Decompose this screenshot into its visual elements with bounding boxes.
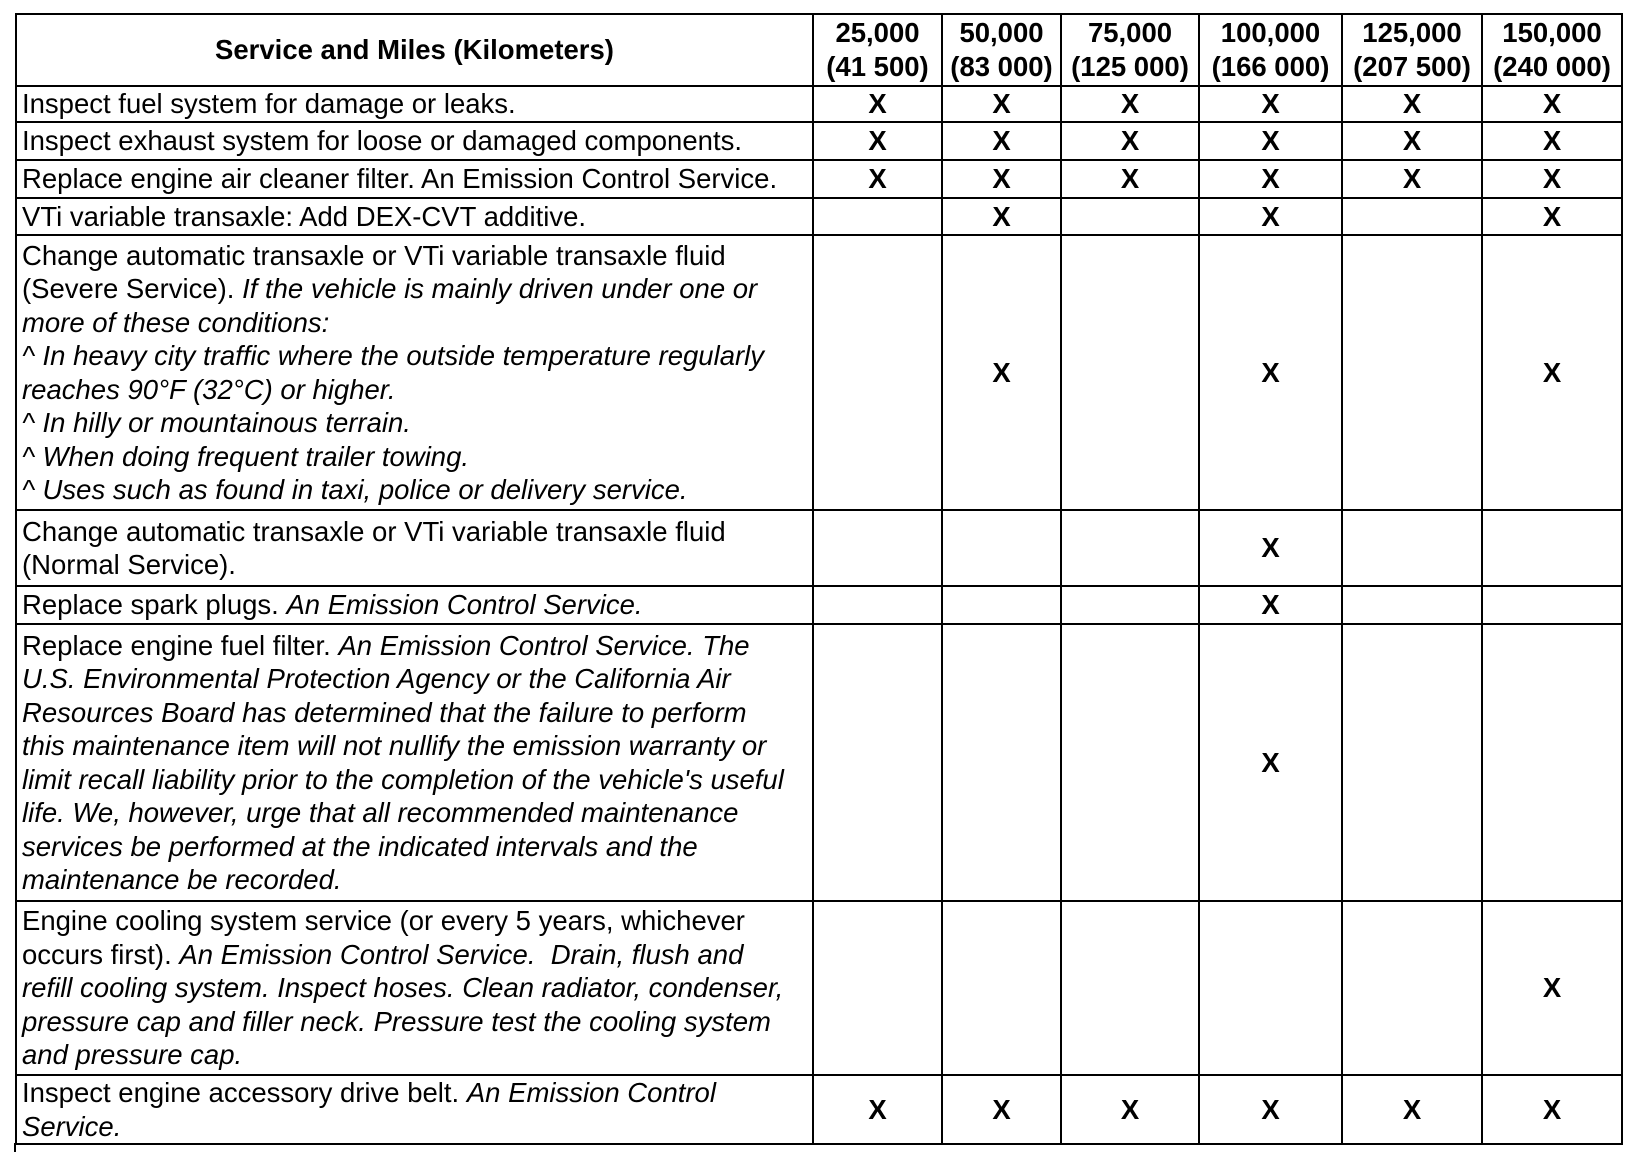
interval-mark bbox=[1061, 235, 1199, 510]
description-note: pressure cap and filler neck. Pressure test the cooling system bbox=[22, 1005, 771, 1037]
description-line bbox=[22, 1110, 812, 1144]
description-note: more of these conditions: bbox=[22, 306, 330, 338]
service-description bbox=[16, 1075, 813, 1144]
interval-mark bbox=[813, 586, 942, 624]
interval-mark: X bbox=[1199, 586, 1342, 624]
interval-mark: X bbox=[1061, 1075, 1199, 1144]
interval-mark: X bbox=[1482, 198, 1622, 235]
service-description bbox=[16, 624, 813, 901]
interval-mark: X bbox=[1482, 122, 1622, 160]
description-text: Inspect engine accessory drive belt. bbox=[22, 1077, 467, 1108]
interval-mark bbox=[1342, 901, 1482, 1075]
interval-mark bbox=[1342, 624, 1482, 901]
interval-mark bbox=[813, 901, 942, 1075]
description-note: U.S. Environmental Protection Agency or the California Air bbox=[22, 663, 731, 694]
description-line bbox=[22, 272, 812, 306]
description-line bbox=[22, 162, 812, 196]
interval-mark: X bbox=[813, 122, 942, 160]
interval-mark bbox=[1342, 510, 1482, 586]
description-note: An Emission Control Service. bbox=[286, 589, 643, 621]
description-line bbox=[22, 863, 812, 897]
interval-miles: 125,000 bbox=[1362, 17, 1462, 48]
interval-mark: X bbox=[1482, 901, 1622, 1075]
interval-mark: X bbox=[1199, 160, 1342, 198]
interval-mark bbox=[1482, 586, 1622, 624]
description-line bbox=[22, 588, 812, 622]
interval-miles: 50,000 bbox=[959, 17, 1044, 48]
interval-mark bbox=[1482, 510, 1622, 586]
description-line bbox=[22, 515, 812, 549]
interval-mark: X bbox=[1199, 235, 1342, 510]
interval-mark: X bbox=[1482, 160, 1622, 198]
schedule-row bbox=[16, 86, 1622, 122]
description-line bbox=[22, 629, 812, 663]
description-text: Inspect exhaust system for loose or damaged components. bbox=[22, 125, 742, 157]
description-line bbox=[22, 904, 812, 938]
description-note: Service. bbox=[22, 1110, 122, 1142]
schedule-row bbox=[16, 160, 1622, 198]
description-line bbox=[22, 406, 812, 440]
interval-mark: X bbox=[813, 1075, 942, 1144]
schedule-row bbox=[16, 235, 1622, 510]
description-note: maintenance be recorded. bbox=[22, 864, 342, 895]
interval-mark bbox=[1061, 624, 1199, 901]
interval-miles: 75,000 bbox=[1087, 17, 1173, 48]
interval-mark bbox=[1342, 235, 1482, 510]
description-note: life. We, however, urge that all recommended maintenance bbox=[22, 797, 739, 828]
description-note: limit recall liability prior to the completion of the vehicle's useful bbox=[22, 763, 784, 795]
interval-header-100000 bbox=[1199, 14, 1342, 86]
interval-mark: X bbox=[1199, 624, 1342, 901]
interval-mark bbox=[942, 901, 1061, 1075]
description-note: this maintenance item will not nullify the emission warranty or bbox=[22, 730, 767, 761]
interval-mark bbox=[1061, 901, 1199, 1075]
header-row bbox=[16, 14, 1622, 86]
interval-mark: X bbox=[1061, 160, 1199, 198]
description-line bbox=[22, 830, 812, 864]
description-line bbox=[22, 339, 812, 373]
maintenance-schedule-table bbox=[15, 13, 1623, 1145]
interval-km: (83 000) bbox=[950, 51, 1053, 82]
description-text: Change automatic transaxle or VTi variable transaxle fluid bbox=[22, 515, 726, 547]
service-description bbox=[16, 160, 813, 198]
interval-mark bbox=[1199, 901, 1342, 1075]
interval-mark bbox=[813, 624, 942, 901]
description-note: If the vehicle is mainly driven under one or bbox=[242, 273, 758, 304]
interval-mark: X bbox=[1342, 86, 1482, 122]
description-text: VTi variable transaxle: Add DEX-CVT additive. bbox=[22, 200, 587, 232]
description-note: ^ Uses such as found in taxi, police or delivery service. bbox=[22, 474, 688, 505]
interval-km: (240 000) bbox=[1493, 51, 1611, 82]
interval-mark: X bbox=[1482, 235, 1622, 510]
description-text: Replace spark plugs. bbox=[22, 589, 287, 621]
schedule-row bbox=[16, 510, 1622, 586]
description-note: An Emission Control Service. The bbox=[338, 629, 750, 661]
description-note: An Emission Control Service. Drain, flush and bbox=[179, 938, 744, 970]
schedule-row bbox=[16, 624, 1622, 901]
interval-km: (41 500) bbox=[826, 51, 929, 82]
schedule-row bbox=[16, 198, 1622, 235]
interval-mark bbox=[942, 624, 1061, 901]
interval-mark: X bbox=[1342, 160, 1482, 198]
interval-mark: X bbox=[1061, 122, 1199, 160]
interval-mark: X bbox=[1199, 122, 1342, 160]
description-line bbox=[22, 87, 812, 121]
service-column-header: Service and Miles (Kilometers) bbox=[16, 14, 813, 86]
interval-mark bbox=[1061, 510, 1199, 586]
service-description bbox=[16, 198, 813, 235]
interval-mark bbox=[813, 510, 942, 586]
interval-mark: X bbox=[1061, 86, 1199, 122]
description-note: refill cooling system. Inspect hoses. Clean radiator, condenser, bbox=[22, 972, 784, 1004]
schedule-row bbox=[16, 586, 1622, 624]
description-note: ^ In heavy city traffic where the outside temperature regularly bbox=[22, 340, 765, 371]
service-description bbox=[16, 235, 813, 510]
description-line bbox=[22, 200, 812, 234]
description-line bbox=[22, 1005, 812, 1039]
interval-mark bbox=[1342, 198, 1482, 235]
interval-header-75000 bbox=[1061, 14, 1199, 86]
service-description bbox=[16, 586, 813, 624]
description-text: (Normal Service). bbox=[22, 549, 236, 580]
interval-mark: X bbox=[1342, 1075, 1482, 1144]
description-line bbox=[22, 763, 812, 797]
interval-mark: X bbox=[1199, 198, 1342, 235]
interval-mark bbox=[1061, 586, 1199, 624]
description-line bbox=[22, 696, 812, 730]
description-line bbox=[22, 473, 812, 507]
interval-mark bbox=[1061, 198, 1199, 235]
interval-mark: X bbox=[942, 1075, 1061, 1144]
interval-header-50000 bbox=[942, 14, 1061, 86]
interval-mark bbox=[1342, 586, 1482, 624]
description-line bbox=[22, 971, 812, 1005]
description-text: Replace engine air cleaner filter. An Emission Control Service. bbox=[22, 163, 778, 195]
interval-miles: 150,000 bbox=[1502, 17, 1602, 48]
schedule-row bbox=[16, 1075, 1622, 1144]
interval-mark bbox=[1482, 624, 1622, 901]
description-note: reaches 90°F (32°C) or higher. bbox=[22, 373, 396, 405]
description-note: Resources Board has determined that the failure to perform bbox=[22, 696, 747, 728]
interval-mark: X bbox=[813, 86, 942, 122]
schedule-row bbox=[16, 901, 1622, 1075]
description-line bbox=[22, 938, 812, 972]
interval-mark: X bbox=[942, 160, 1061, 198]
interval-mark: X bbox=[1199, 510, 1342, 586]
description-text: Inspect fuel system for damage or leaks. bbox=[22, 88, 516, 120]
interval-km: (125 000) bbox=[1071, 51, 1189, 82]
description-line bbox=[22, 239, 812, 273]
description-text: Change automatic transaxle or VTi variable transaxle fluid bbox=[22, 239, 726, 271]
description-line bbox=[22, 729, 812, 763]
description-line bbox=[22, 306, 812, 340]
service-description bbox=[16, 901, 813, 1075]
interval-header-150000 bbox=[1482, 14, 1622, 86]
description-line bbox=[22, 796, 812, 830]
interval-mark: X bbox=[813, 160, 942, 198]
description-note: ^ When doing frequent trailer towing. bbox=[22, 440, 470, 472]
interval-mark bbox=[942, 510, 1061, 586]
table-continuation-border bbox=[14, 1143, 16, 1152]
description-line bbox=[22, 124, 812, 158]
interval-mark: X bbox=[1199, 86, 1342, 122]
interval-mark bbox=[813, 235, 942, 510]
interval-header-125000 bbox=[1342, 14, 1482, 86]
description-note: An Emission Control bbox=[466, 1077, 716, 1108]
description-line bbox=[22, 548, 812, 582]
interval-mark: X bbox=[1199, 1075, 1342, 1144]
interval-mark: X bbox=[1482, 1075, 1622, 1144]
description-note: and pressure cap. bbox=[22, 1039, 243, 1071]
interval-km: (207 500) bbox=[1353, 51, 1471, 82]
description-line bbox=[22, 1076, 812, 1110]
schedule-row bbox=[16, 122, 1622, 160]
description-line bbox=[22, 662, 812, 696]
interval-mark bbox=[813, 198, 942, 235]
interval-mark: X bbox=[942, 86, 1061, 122]
description-text: Engine cooling system service (or every 5 years, whichever bbox=[22, 905, 745, 937]
interval-miles: 25,000 bbox=[835, 17, 920, 48]
service-description bbox=[16, 122, 813, 160]
interval-mark: X bbox=[942, 235, 1061, 510]
interval-mark: X bbox=[942, 198, 1061, 235]
description-line bbox=[22, 440, 812, 474]
interval-mark: X bbox=[1342, 122, 1482, 160]
description-text: Replace engine fuel filter. bbox=[22, 629, 339, 661]
interval-mark bbox=[942, 586, 1061, 624]
description-text: occurs first). bbox=[22, 938, 180, 970]
description-note: services be performed at the indicated intervals and the bbox=[22, 830, 698, 862]
description-line bbox=[22, 373, 812, 407]
interval-miles: 100,000 bbox=[1220, 17, 1321, 48]
service-description bbox=[16, 510, 813, 586]
description-line bbox=[22, 1038, 812, 1072]
interval-mark: X bbox=[942, 122, 1061, 160]
interval-km: (166 000) bbox=[1211, 51, 1330, 82]
description-text: (Severe Service). bbox=[22, 273, 243, 304]
service-description bbox=[16, 86, 813, 122]
description-note: ^ In hilly or mountainous terrain. bbox=[22, 407, 411, 438]
interval-mark: X bbox=[1482, 86, 1622, 122]
interval-header-25000 bbox=[813, 14, 942, 86]
